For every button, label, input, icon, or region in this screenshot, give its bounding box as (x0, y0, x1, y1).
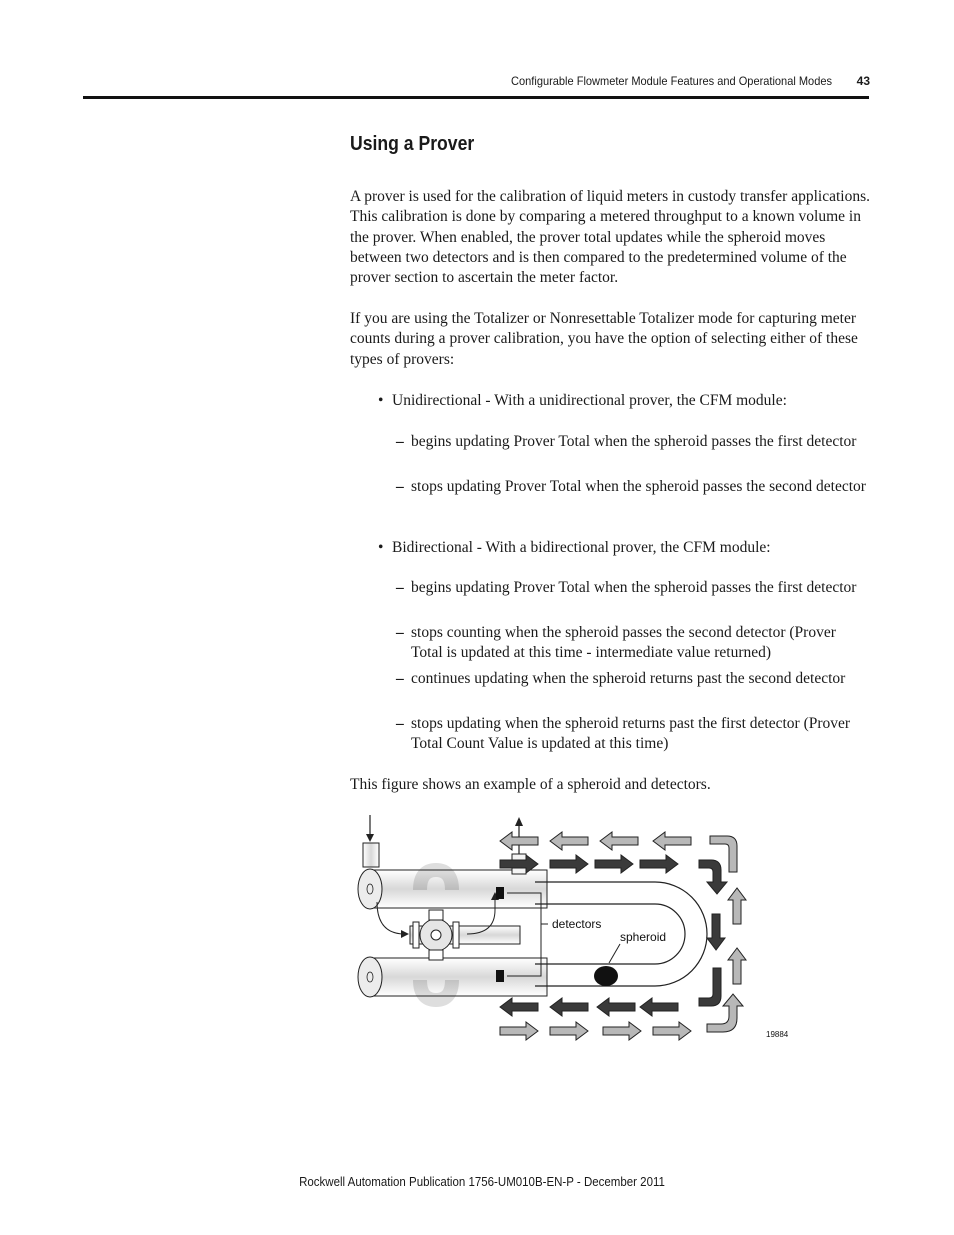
flow-arrow-left (600, 832, 638, 850)
flow-arrow-right (653, 1022, 691, 1040)
list-item-text: continues updating when the spheroid returns past the second detector (411, 670, 846, 687)
inlet-arrow-head (366, 834, 374, 842)
detector-2 (496, 970, 504, 982)
list-item-text: stops counting when the spheroid passes the second detector (Prover Total is updated at this time - intermediate value returned) (411, 624, 836, 662)
flow-arrow-up (728, 948, 746, 984)
dash-marker: – (396, 433, 404, 450)
flow-arrow-down (707, 914, 725, 950)
figure-id: 19884 (766, 1030, 789, 1039)
prover-types-paragraph: If you are using the Totalizer or Nonresettable Totalizer mode for capturing meter counts during a prover calibration, you have the option of selecting either of these types of provers: (350, 310, 858, 368)
header-rule (83, 96, 869, 99)
dash-marker: – (396, 715, 404, 732)
flow-arrow-head (401, 930, 409, 938)
intro-paragraph: A prover is used for the calibration of liquid meters in custody transfer applications. This calibration is done by comparing a metered throughput to a known volume in the prover. When enabled, the prover total updates while the spheroid moves between two detectors and is then compared to the predetermined volume of the prover section to ascertain the meter factor. (350, 188, 870, 287)
flow-arrow-left (500, 998, 538, 1016)
flow-arrow-right (595, 855, 633, 873)
bend-arrow-top-dark (699, 860, 727, 894)
spheroid (594, 966, 618, 986)
list-item-text: begins updating Prover Total when the spheroid passes the first detector (411, 579, 857, 596)
outlet-arrow-head (515, 817, 523, 826)
spheroid-leader (609, 944, 620, 963)
dash-marker: – (396, 579, 404, 596)
flow-arrow-left (640, 998, 678, 1016)
detectors-label: detectors (552, 917, 602, 931)
flow-arrow-left (550, 832, 588, 850)
flow-arrow-up (728, 888, 746, 924)
bullet-marker: • (378, 392, 384, 409)
list-item-text: stops updating when the spheroid returns past the first detector (Prover Total Count Value is updated at this time) (411, 715, 851, 753)
list-item-text: stops updating Prover Total when the spheroid passes the second detector (411, 478, 866, 495)
page-number: 43 (856, 74, 870, 88)
flow-arrow-right (640, 855, 678, 873)
detector-1 (496, 887, 504, 899)
bullet-text: Bidirectional - With a bidirectional prover, the CFM module: (392, 539, 771, 556)
flow-arrow-right (500, 1022, 538, 1040)
header-section-title: Configurable Flowmeter Module Features and Operational Modes (511, 74, 832, 88)
dash-marker: – (396, 670, 404, 687)
flow-arrow-left (653, 832, 691, 850)
spheroid-label: spheroid (620, 930, 667, 944)
bend-arrow-bottom-dark (699, 968, 721, 1006)
flow-arrow-left (550, 998, 588, 1016)
flow-arrow-right (550, 855, 588, 873)
flow-arrow-left (597, 998, 635, 1016)
dash-marker: – (396, 624, 404, 641)
bullet-marker: • (378, 539, 384, 556)
bullet-text: Unidirectional - With a unidirectional prover, the CFM module: (392, 392, 787, 409)
dash-marker: – (396, 478, 404, 495)
flow-arrow-right (550, 1022, 588, 1040)
list-item-text: begins updating Prover Total when the spheroid passes the first detector (411, 433, 857, 450)
publication-footer: Rockwell Automation Publication 1756-UM010B-EN-P - December 2011 (299, 1175, 665, 1189)
section-title: Using a Prover (350, 133, 475, 155)
inlet-pipe (363, 843, 379, 867)
flow-arrow-right (603, 1022, 641, 1040)
figure-intro: This figure shows an example of a spheroid and detectors. (350, 776, 711, 793)
